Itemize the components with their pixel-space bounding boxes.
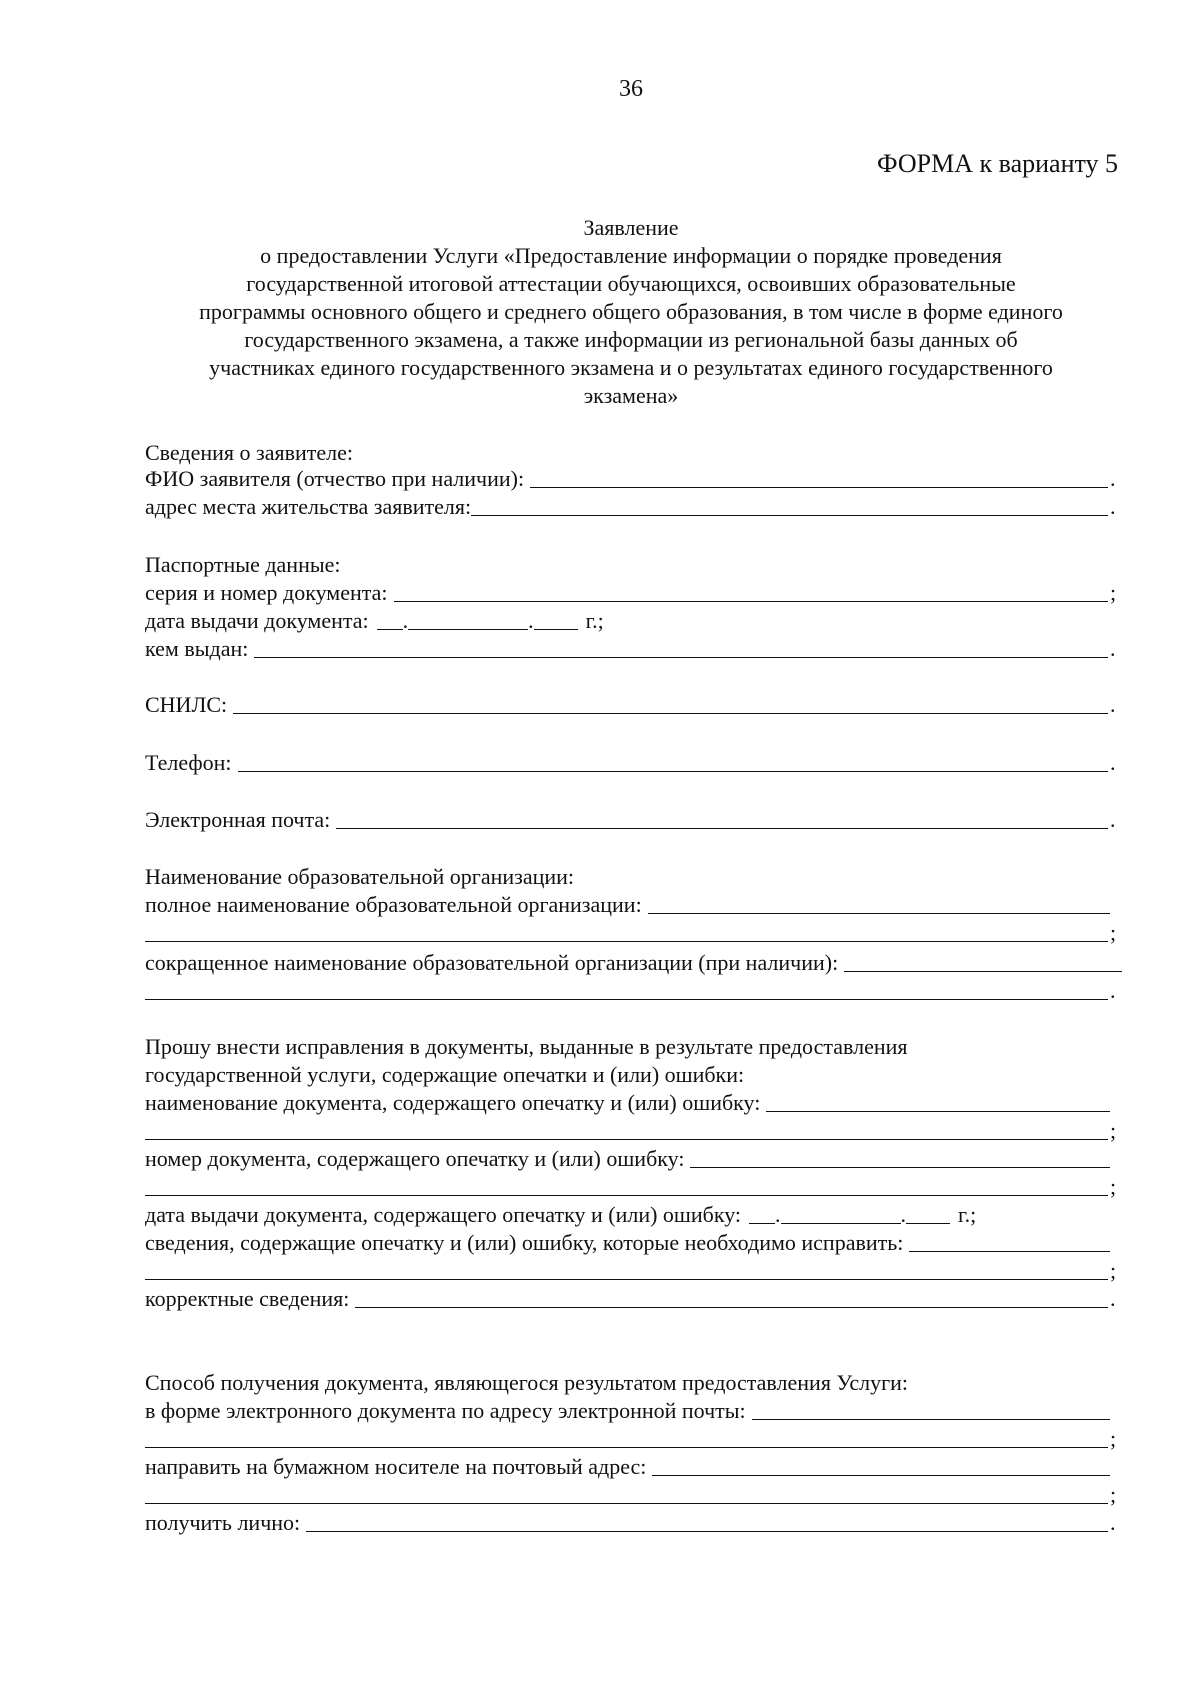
doc-name-field-cont[interactable] [145,1119,1108,1140]
doc-number-field[interactable] [690,1147,1110,1168]
corrections-text-line2: государственной услуги, содержащие опечатки и (или) ошибки: [145,1062,745,1087]
title-line: участниках единого государственного экзамена и о результатах единого государственного [209,355,1053,380]
doc-number-row [145,1144,1122,1172]
passport-month-field[interactable] [408,609,528,630]
semicolon-mark: ; [1110,1258,1117,1283]
title-line: программы основного общего и среднего общего образования, в том числе в форме единого [199,299,1063,324]
delivery-post-field-cont[interactable] [145,1483,1108,1504]
semicolon-mark: ; [1110,1174,1117,1199]
organization-full-label: полное наименование образовательной организации: [145,892,642,917]
period-mark: . [1110,750,1116,775]
delivery-post-row-cont [145,1480,1122,1508]
doc-name-field[interactable] [766,1091,1110,1112]
corrections-text-line1: Прошу внести исправления в документы, выданные в результате предоставления [145,1034,908,1059]
passport-series-field[interactable] [394,581,1108,602]
email-label: Электронная почта: [145,807,331,832]
page-number: 36 [619,76,643,102]
date-separator: . [900,1202,907,1227]
snils-label: СНИЛС: [145,692,228,717]
period-mark: . [1110,692,1116,717]
period-mark: . [1110,466,1116,491]
doc-number-field-cont[interactable] [145,1175,1108,1196]
date-separator: . [528,608,534,633]
snils-row [145,690,1122,718]
wrong-info-field-cont[interactable] [145,1259,1108,1280]
passport-date-label: дата выдачи документа: [145,608,369,633]
year-suffix: г.; [958,1202,977,1227]
organization-short-label: сокращенное наименование образовательной организации (при наличии): [145,950,839,975]
delivery-email-row [145,1396,1122,1424]
semicolon-mark: ; [1110,580,1117,605]
delivery-post-row [145,1452,1122,1480]
organization-full-field[interactable] [648,893,1110,914]
period-mark: . [1110,1510,1116,1535]
applicant-fio-label: ФИО заявителя (отчество при наличии): [145,466,525,491]
title-line: государственной итоговой аттестации обучающихся, освоивших образовательные [246,271,1016,296]
passport-series-row [145,578,1122,606]
period-mark: . [1110,636,1116,661]
delivery-heading: Способ получения документа, являющегося результатом предоставления Услуги: [145,1370,909,1395]
email-field[interactable] [336,808,1108,829]
doc-name-row-cont [145,1116,1122,1144]
semicolon-mark: ; [1110,1482,1117,1507]
doc-year-field[interactable] [906,1203,950,1224]
delivery-personal-label: получить лично: [145,1510,301,1535]
organization-short-row-cont [145,976,1122,1004]
applicant-fio-row [145,464,1122,492]
organization-heading: Наименование образовательной организации: [145,864,575,889]
delivery-post-label: направить на бумажном носителе на почтовый адрес: [145,1454,647,1479]
delivery-email-field[interactable] [752,1399,1110,1420]
passport-issued-label: кем выдан: [145,636,249,661]
passport-day-field[interactable] [377,609,403,630]
doc-name-label: наименование документа, содержащего опечатку и (или) ошибку: [145,1090,761,1115]
wrong-info-row [145,1228,1122,1256]
passport-issued-field[interactable] [254,637,1108,658]
passport-heading: Паспортные данные: [145,552,341,577]
organization-full-row-cont [145,918,1122,946]
organization-full-field-cont[interactable] [145,921,1108,942]
delivery-personal-row [145,1508,1122,1536]
passport-issued-row [145,634,1122,662]
applicant-address-label: адрес места жительства заявителя: [145,494,472,519]
organization-short-field-cont[interactable] [145,979,1108,1000]
year-suffix: г.; [585,608,604,633]
correct-info-label: корректные сведения: [145,1286,350,1311]
period-mark: . [1110,494,1116,519]
period-mark: . [1110,807,1116,832]
title-line: государственного экзамена, а также информации из региональной базы данных об [244,327,1018,352]
title-line: экзамена» [583,383,679,408]
applicant-heading: Сведения о заявителе: [145,440,354,465]
organization-short-row [145,948,1122,976]
semicolon-mark: ; [1110,1426,1117,1451]
wrong-info-field[interactable] [909,1231,1110,1252]
doc-name-row [145,1088,1122,1116]
doc-date-row [145,1200,976,1228]
doc-month-field[interactable] [781,1203,901,1224]
phone-field[interactable] [238,751,1108,772]
passport-series-label: серия и номер документа: [145,580,388,605]
applicant-address-row [145,492,1122,520]
organization-short-field[interactable] [844,951,1122,972]
applicant-fio-field[interactable] [530,467,1108,488]
semicolon-mark: ; [1110,920,1117,945]
phone-label: Телефон: [145,750,232,775]
correct-info-field[interactable] [355,1287,1108,1308]
applicant-address-field[interactable] [471,495,1108,516]
date-separator: . [402,608,409,633]
snils-field[interactable] [233,693,1108,714]
title-heading: Заявление [583,215,679,240]
document-title [140,214,1122,410]
delivery-email-label: в форме электронного документа по адресу электронной почты: [145,1398,746,1423]
doc-day-field[interactable] [749,1203,775,1224]
delivery-email-field-cont[interactable] [145,1427,1108,1448]
delivery-email-row-cont [145,1424,1122,1452]
semicolon-mark: ; [1110,1118,1117,1143]
wrong-info-label: сведения, содержащие опечатку и (или) ошибку, которые необходимо исправить: [145,1230,904,1255]
email-row [145,805,1122,833]
form-variant-label: ФОРМА к варианту 5 [877,149,1118,178]
date-separator: . [775,1202,781,1227]
delivery-post-field[interactable] [652,1455,1110,1476]
passport-date-row [145,606,604,634]
phone-row [145,748,1122,776]
passport-year-field[interactable] [534,609,578,630]
doc-date-label: дата выдачи документа, содержащего опечатку и (или) ошибку: [145,1202,742,1227]
title-line: о предоставлении Услуги «Предоставление информации о порядке проведения [260,243,1002,268]
wrong-info-row-cont [145,1256,1122,1284]
period-mark: . [1110,1286,1116,1311]
delivery-personal-field[interactable] [306,1511,1108,1532]
period-mark: . [1110,978,1116,1003]
doc-number-row-cont [145,1172,1122,1200]
doc-number-label: номер документа, содержащего опечатку и (или) ошибку: [145,1146,685,1171]
organization-full-row [145,890,1122,918]
correct-info-row [145,1284,1122,1312]
